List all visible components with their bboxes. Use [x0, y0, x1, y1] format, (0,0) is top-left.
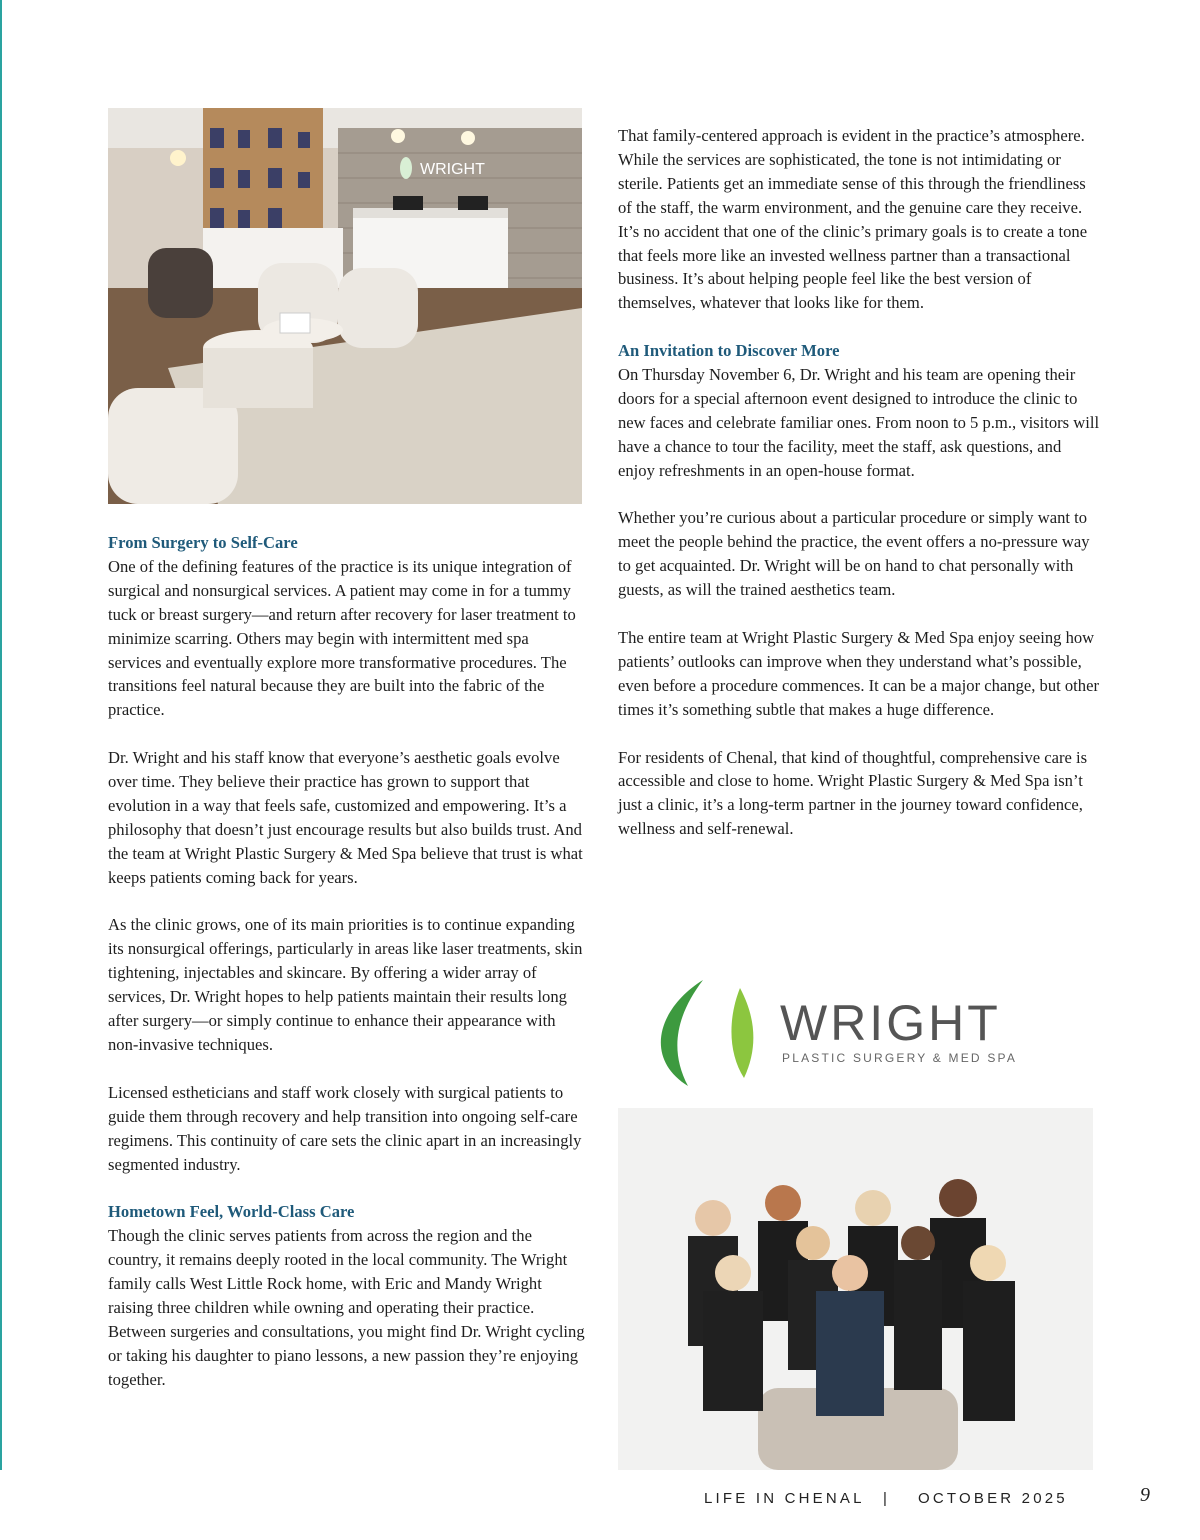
- section-heading-invitation: An Invitation to Discover More: [618, 341, 840, 361]
- section-heading-surgery-to-self-care: From Surgery to Self-Care: [108, 533, 298, 552]
- footer-separator: |: [883, 1490, 887, 1507]
- paragraph: Whether you’re curious about a particular procedure or simply want to meet the people behind the practice, the event offers a no-pressure way to get acquainted. Dr. Wright will be on hand to chat personally with guests, as will the trained aesthetics team.: [618, 508, 1090, 600]
- leaf-light-icon: [731, 988, 753, 1078]
- page-edge-line: [0, 0, 2, 1470]
- leaf-dark-icon: [661, 980, 703, 1086]
- logo-tagline: PLASTIC SURGERY & MED SPA: [782, 1051, 1018, 1065]
- paragraph: Dr. Wright and his staff know that everyone’s aesthetic goals evolve over time. They believe their practice has grown to support that evolution in a way that feels safe, customized and empowering. It’s a philosophy that doesn’t just encourage results but also builds trust. And the team at Wright Plastic Surgery & Med Spa believe that trust is what keeps patients coming back for years.: [108, 748, 583, 887]
- lobby-photo: [108, 108, 582, 504]
- footer-magazine-name: LIFE IN CHENAL: [704, 1490, 865, 1507]
- page-number: 9: [1140, 1484, 1150, 1506]
- team-photo: [618, 1108, 1093, 1470]
- wright-logo: [648, 978, 1068, 1088]
- paragraph: As the clinic grows, one of its main priorities is to continue expanding its nonsurgical offerings, particularly in areas like laser treatments, skin tightening, injectables and skincare. By offering a wider array of services, Dr. Wright hopes to help patients maintain their results long after surgery—or simply continue to enhance their appearance with non-invasive techniques.: [108, 915, 583, 1054]
- paragraph: The entire team at Wright Plastic Surgery & Med Spa enjoy seeing how patients’ outlooks can improve when they understand what’s possible, even before a procedure commences. It can be a major change, but other times it’s something subtle that makes a huge difference.: [618, 627, 1099, 719]
- paragraph: That family-centered approach is evident in the practice’s atmosphere. While the services are sophisticated, the tone is not intimidating or sterile. Patients get an immediate sense of this through the friendliness of the staff, the warm environment, and the genuine care they receive. It’s no accident that one of the clinic’s primary goals is to create a tone that feels more like an invested wellness partner than a transactional business. It’s about helping people feel like the best version of themselves, whatever that looks like for them.: [618, 126, 1088, 313]
- left-column: [108, 531, 586, 1415]
- logo-name: WRIGHT: [780, 995, 1001, 1051]
- footer-issue-date: OCTOBER 2025: [918, 1490, 1068, 1507]
- paragraph: On Thursday November 6, Dr. Wright and his team are opening their doors for a special afternoon event designed to introduce the clinic to new faces and celebrate familiar ones. From noon to 5 p.m., visitors will have a chance to tour the facility, meet the staff, ask questions, and enjoy refreshments in an open-house format.: [618, 365, 1100, 480]
- lobby-sign-text: WRIGHT: [420, 161, 485, 178]
- paragraph: One of the defining features of the practice is its unique integration of surgical and nonsurgical services. A patient may come in for a tummy tuck or breast surgery—and return after recovery for laser treatment to minimize scarring. Others may begin with intermittent med spa services and eventually explore more transformative procedures. The transitions feel natural because they are built into the fabric of the practice.: [108, 556, 576, 720]
- section-heading-hometown-feel: Hometown Feel, World-Class Care: [108, 1202, 355, 1222]
- right-column: [618, 124, 1100, 865]
- paragraph: Though the clinic serves patients from across the region and the country, it remains deeply rooted in the local community. The Wright family calls West Little Rock home, with Eric and Mandy Wright raising three children while owning and operating their practice. Between surgeries and consultations, you might find Dr. Wright cycling or taking his daughter to piano lessons, a new passion they’re enjoying together.: [108, 1226, 585, 1389]
- paragraph: For residents of Chenal, that kind of thoughtful, comprehensive care is accessible and close to home. Wright Plastic Surgery & Med Spa isn’t just a clinic, it’s a long-term partner in the journey toward confidence, wellness and self-renewal.: [618, 747, 1088, 839]
- paragraph: Licensed estheticians and staff work closely with surgical patients to guide them through recovery and help transition into ongoing self-care regimens. This continuity of care sets the clinic apart in an increasingly segmented industry.: [108, 1082, 582, 1174]
